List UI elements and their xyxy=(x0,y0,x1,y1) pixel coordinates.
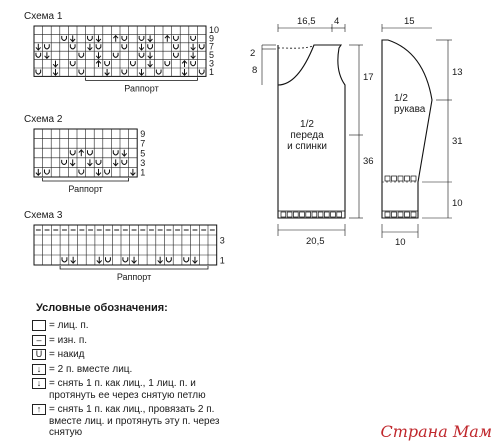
scheme-1 xyxy=(34,26,206,80)
dim-bottom-width: 20,5 xyxy=(306,236,325,247)
scheme-2-title: Схема 2 xyxy=(24,114,63,125)
legend-item xyxy=(32,364,332,376)
legend-symbol-icon: ↑ xyxy=(32,404,46,415)
scheme-2-row-number: 7 xyxy=(140,138,146,149)
sleeve-schematic xyxy=(382,24,452,238)
legend-item xyxy=(32,404,332,439)
dim-shoulder: 4 xyxy=(334,16,340,27)
scheme-3-repeat-bracket xyxy=(60,266,208,269)
legend-items xyxy=(32,320,332,439)
scheme-3 xyxy=(34,225,217,269)
scheme-2-row-number: 9 xyxy=(140,129,146,140)
dim-armhole: 17 xyxy=(363,72,374,83)
scheme-2-row-number: 3 xyxy=(140,157,146,168)
legend-symbol-icon: ↓ xyxy=(32,364,46,375)
scheme-3-title: Схема 3 xyxy=(24,210,63,221)
legend-item xyxy=(32,335,332,347)
watermark: Страна Мам xyxy=(380,422,492,441)
legend-text: = лиц. п. xyxy=(49,320,89,331)
legend-item xyxy=(32,349,332,361)
sleeve-label: 1/2 рукава xyxy=(394,93,426,115)
scheme-3-row-number: 3 xyxy=(219,235,225,246)
scheme-1-title: Схема 1 xyxy=(24,11,63,22)
scheme-2-row-number: 1 xyxy=(140,167,146,178)
dim-side: 36 xyxy=(363,156,374,167)
front-back-label: 1/2 переда и спинки xyxy=(287,119,327,152)
legend-item xyxy=(32,320,332,332)
legend xyxy=(32,302,332,442)
legend-text: = 2 п. вместе лиц. xyxy=(49,363,133,375)
legend-symbol-icon: – xyxy=(32,335,46,346)
legend-item xyxy=(32,378,332,401)
dim-top-width: 16,5 xyxy=(297,16,316,27)
dim-sleeve-cuff: 10 xyxy=(452,198,463,209)
dim-neck-depth: 8 xyxy=(252,65,258,76)
scheme-1-row-number: 10 xyxy=(209,24,220,35)
legend-title: Условные обозначения: xyxy=(36,302,168,314)
legend-symbol-icon: U xyxy=(32,349,46,360)
scheme-3-repeat-label: Раппорт xyxy=(116,272,152,282)
scheme-1-row-number: 1 xyxy=(209,66,215,77)
scheme-1-row-number: 9 xyxy=(209,33,215,44)
legend-symbol-icon: ↓ xyxy=(32,378,46,389)
dim-sleeve-top: 15 xyxy=(404,16,415,27)
legend-symbol-icon xyxy=(32,320,46,331)
scheme-1-row-number: 5 xyxy=(209,50,215,61)
scheme-2 xyxy=(34,129,137,181)
scheme-1-row-number: 7 xyxy=(209,41,215,52)
dim-neck-drop: 2 xyxy=(250,48,256,59)
scheme-2-repeat-bracket xyxy=(43,178,129,181)
scheme-2-repeat-label: Раппорт xyxy=(68,184,103,194)
dim-sleeve-length: 31 xyxy=(452,136,463,147)
scheme-3-row-number: 1 xyxy=(219,255,225,266)
scheme-1-row-number: 3 xyxy=(209,58,215,69)
dim-sleeve-cap: 13 xyxy=(452,67,463,78)
legend-text: = изн. п. xyxy=(49,334,88,346)
scheme-2-row-number: 5 xyxy=(140,148,146,159)
scheme-1-repeat-label: Раппорт xyxy=(124,83,159,94)
legend-text: = снять 1 п. как лиц., 1 лиц. п. и протянуть ее через снятую петлю xyxy=(49,378,206,401)
legend-text: = накид xyxy=(49,349,85,360)
scheme-1-repeat-bracket xyxy=(86,77,198,80)
legend-text: = снять 1 п. как лиц., провязать 2 п. вместе лиц. и протянуть эту п. через снятую xyxy=(49,404,220,438)
dim-sleeve-bottom: 10 xyxy=(395,237,406,248)
